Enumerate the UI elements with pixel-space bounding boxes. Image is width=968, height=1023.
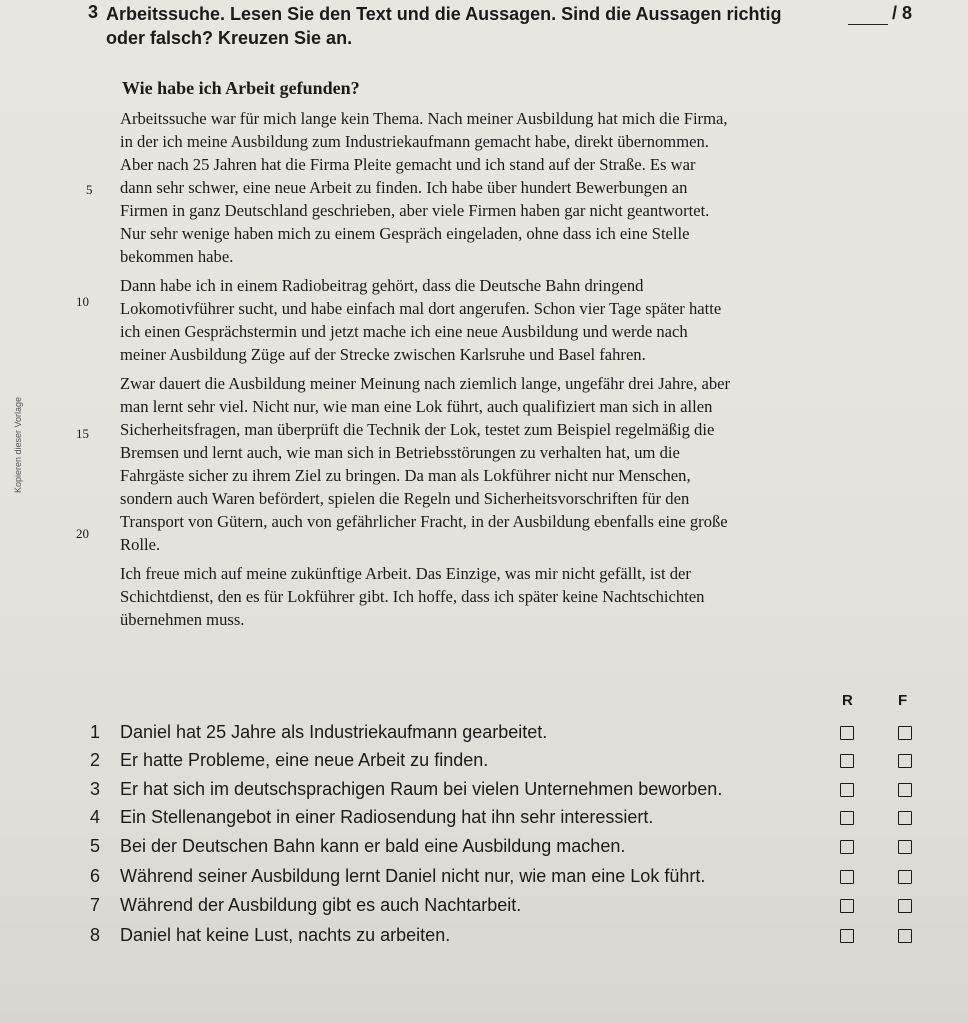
statement-row (90, 895, 950, 923)
line-number: 15 (76, 426, 89, 441)
statement-text: Bei der Deutschen Bahn kann er bald eine Ausbildung machen. (120, 836, 626, 856)
task-number: 3 (88, 2, 99, 22)
task-instruction: Arbeitssuche. Lesen Sie den Text und die Aussagen. Sind die Aussagen richtig oder falsch? Kreuzen Sie an. (106, 4, 782, 48)
article-line: Rolle. (120, 535, 161, 554)
statement-text: Daniel hat 25 Jahre als Industriekaufmann gearbeitet. (120, 722, 548, 742)
checkbox-richtig[interactable] (840, 811, 854, 825)
statement-row (90, 807, 950, 835)
article-line: Transport von Gütern, auch von gefährlicher Fracht, in der Ausbildung ebenfalls eine große (120, 512, 728, 531)
column-header-falsch: F (898, 692, 908, 709)
article-line: Arbeitssuche war für mich lange kein Thema. Nach meiner Ausbildung hat mich die Firma, (120, 109, 728, 128)
statement-number: 1 (90, 722, 101, 742)
column-header-richtig: R (842, 692, 853, 709)
score-blank-line (848, 24, 888, 25)
statement-number: 4 (90, 807, 101, 827)
statement-number: 5 (90, 836, 101, 856)
checkbox-richtig[interactable] (840, 726, 854, 740)
article-line: Zwar dauert die Ausbildung meiner Meinung nach ziemlich lange, ungefähr drei Jahre, aber (120, 374, 731, 393)
checkbox-richtig[interactable] (840, 929, 854, 943)
line-number: 5 (86, 182, 93, 197)
statement-row (90, 722, 950, 750)
statement-text: Während seiner Ausbildung lernt Daniel nicht nur, wie man eine Lok führt. (120, 866, 706, 886)
statement-number: 8 (90, 925, 101, 945)
article-line: Firmen in ganz Deutschland geschrieben, aber viele Firmen haben gar nicht geantwortet. (120, 201, 710, 220)
article-line: ich einen Gesprächstermin und jetzt mache ich eine neue Ausbildung und werde nach (120, 322, 688, 341)
statement-text: Er hat sich im deutschsprachigen Raum bei vielen Unternehmen beworben. (120, 779, 723, 799)
statement-text: Daniel hat keine Lust, nachts zu arbeiten. (120, 925, 451, 945)
article-line: sondern auch Waren befördert, spielen die Regeln und Sicherheitsvorschriften für den (120, 489, 690, 508)
checkbox-falsch[interactable] (898, 754, 912, 768)
article-line: Aber nach 25 Jahren hat die Firma Pleite gemacht und ich stand auf der Straße. Es war (120, 155, 696, 174)
article-line: Sicherheitsfragen, man überprüft die Technik der Lok, testet zum Beispiel regelmäßig die (120, 420, 715, 439)
article-line: bekommen habe. (120, 247, 234, 266)
article-title: Wie habe ich Arbeit gefunden? (122, 78, 360, 98)
margin-note: Kopieren dieser Vorlage (13, 396, 24, 494)
statement-number: 7 (90, 895, 101, 915)
article-line: Dann habe ich in einem Radiobeitrag gehört, dass die Deutsche Bahn dringend (120, 276, 644, 295)
line-number: 20 (76, 526, 89, 541)
score-total: / 8 (892, 3, 913, 23)
statement-row (90, 750, 950, 778)
statement-row (90, 836, 950, 864)
checkbox-falsch[interactable] (898, 811, 912, 825)
article-line: Lokomotivführer sucht, und habe einfach mal dort angerufen. Schon vier Tage später hatte (120, 299, 722, 318)
article-line: man lernt sehr viel. Nicht nur, wie man eine Lok führt, auch qualifiziert man sich in allen (120, 397, 713, 416)
statement-row (90, 779, 950, 807)
checkbox-falsch[interactable] (898, 840, 912, 854)
statement-number: 3 (90, 779, 101, 799)
checkbox-richtig[interactable] (840, 840, 854, 854)
checkbox-falsch[interactable] (898, 726, 912, 740)
checkbox-richtig[interactable] (840, 870, 854, 884)
article-line: Ich freue mich auf meine zukünftige Arbeit. Das Einzige, was mir nicht gefällt, ist der (120, 564, 691, 583)
statement-number: 6 (90, 866, 101, 886)
statement-text: Ein Stellenangebot in einer Radiosendung hat ihn sehr interessiert. (120, 807, 654, 827)
statement-text: Während der Ausbildung gibt es auch Nachtarbeit. (120, 895, 522, 915)
article-line: Bremsen und lernt auch, wie man sich in Betriebsstörungen zu verhalten hat, um die (120, 443, 680, 462)
statement-row (90, 866, 950, 894)
article-line: Fahrgäste sicher zu ihrem Ziel zu bringen. Da man als Lokführer nicht nur Menschen, (120, 466, 691, 485)
checkbox-richtig[interactable] (840, 783, 854, 797)
checkbox-falsch[interactable] (898, 929, 912, 943)
checkbox-falsch[interactable] (898, 870, 912, 884)
score-box (842, 2, 922, 30)
statement-number: 2 (90, 750, 101, 770)
statement-row (90, 925, 950, 953)
checkbox-falsch[interactable] (898, 783, 912, 797)
line-number: 10 (76, 294, 89, 309)
article-line: meiner Ausbildung Züge auf der Strecke zwischen Karlsruhe und Basel fahren. (120, 345, 646, 364)
article-line: übernehmen muss. (120, 610, 245, 629)
checkbox-falsch[interactable] (898, 899, 912, 913)
article-line: Nur sehr wenige haben mich zu einem Gespräch eingeladen, ohne dass ich eine Stelle (120, 224, 690, 243)
article-line: in der ich meine Ausbildung zum Industriekaufmann gemacht habe, direkt übernommen. (120, 132, 709, 151)
checkbox-richtig[interactable] (840, 899, 854, 913)
article-line: dann sehr schwer, eine neue Arbeit zu finden. Ich habe über hundert Bewerbungen an (120, 178, 688, 197)
statement-text: Er hatte Probleme, eine neue Arbeit zu finden. (120, 750, 489, 770)
checkbox-richtig[interactable] (840, 754, 854, 768)
article-line: Schichtdienst, den es für Lokführer gibt. Ich hoffe, dass ich später keine Nachtschichten (120, 587, 705, 606)
